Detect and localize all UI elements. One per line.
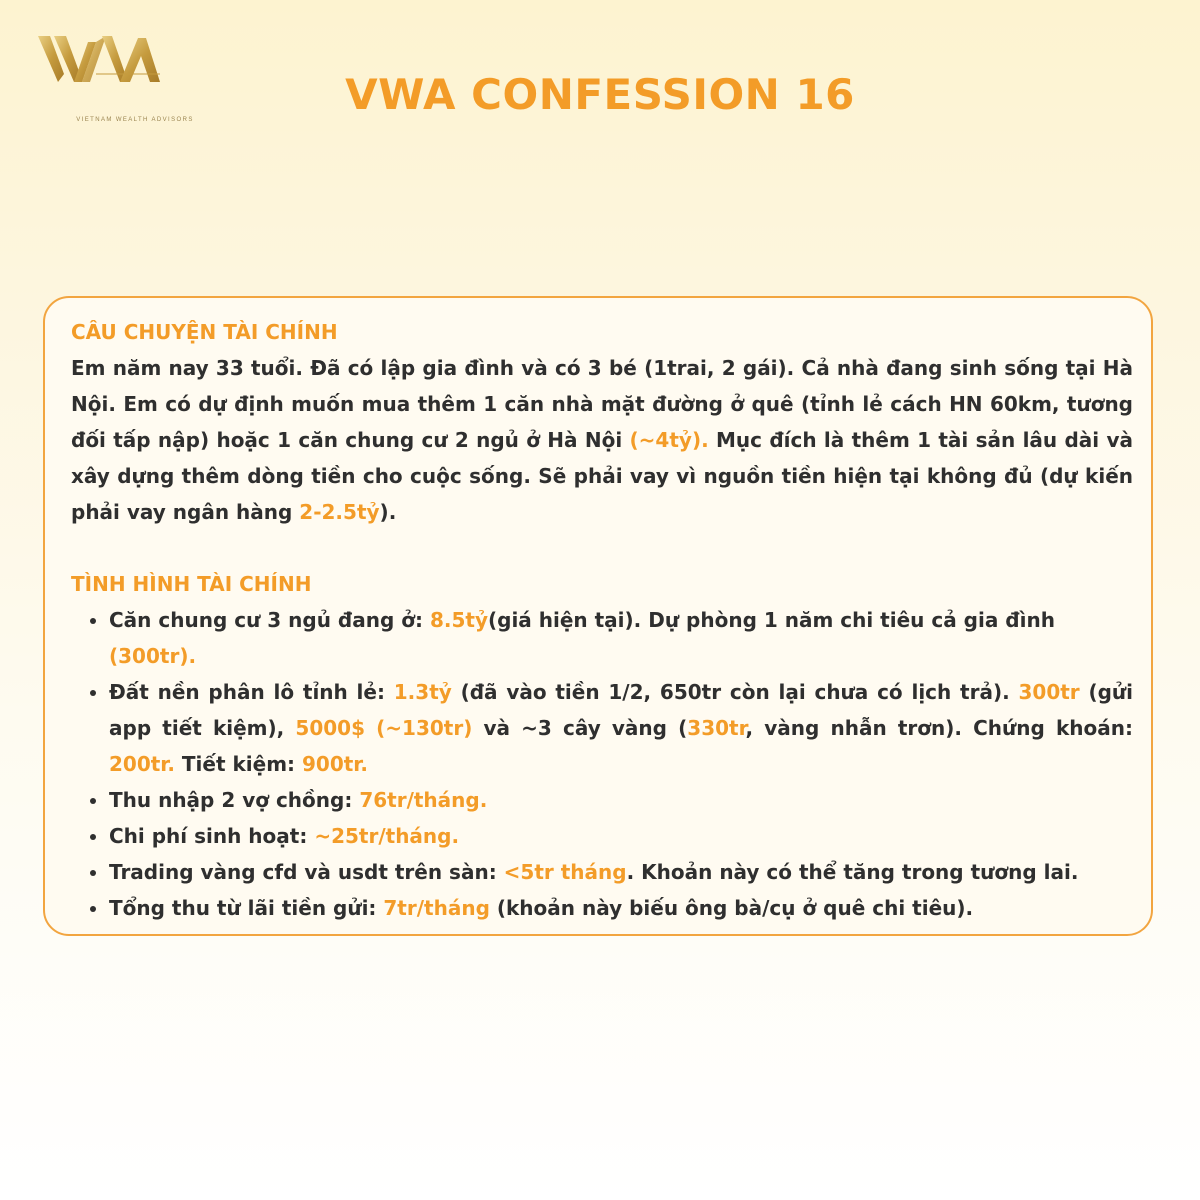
item-highlight: 1.3tỷ <box>393 680 452 704</box>
item-text: Đất nền phân lô tỉnh lẻ: <box>109 680 394 704</box>
list-item <box>109 818 1133 854</box>
list-item <box>109 782 1133 818</box>
item-text: Tiết kiệm: <box>174 752 302 776</box>
content-card <box>43 296 1153 936</box>
card-content <box>71 314 1133 926</box>
item-highlight: 330tr <box>687 716 746 740</box>
item-highlight: 7tr/tháng <box>383 896 490 920</box>
story-highlight-loan: 2-2.5tỷ <box>299 500 380 524</box>
section-spacer <box>71 530 1133 566</box>
story-highlight-price: (~4tỷ). <box>629 428 709 452</box>
story-text-3: ). <box>379 500 397 524</box>
finance-list <box>71 602 1133 926</box>
item-highlight: 200tr. <box>109 752 175 776</box>
item-text: Căn chung cư 3 ngủ đang ở: <box>109 608 430 632</box>
list-item <box>109 890 1133 926</box>
item-text: (giá hiện tại). Dự phòng 1 năm chi tiêu cả gia đình <box>487 608 1055 632</box>
item-highlight: 300tr <box>1018 680 1080 704</box>
finance-heading: TÌNH HÌNH TÀI CHÍNH <box>71 572 312 596</box>
item-text: Chi phí sinh hoạt: <box>109 824 315 848</box>
list-item <box>109 674 1133 782</box>
story-paragraph <box>71 350 1133 530</box>
item-text: (đã vào tiền 1/2, 650tr còn lại chưa có lịch trả). <box>451 680 1019 704</box>
page-title: VWA CONFESSION 16 <box>345 70 855 119</box>
item-highlight: 5000$ (~130tr) <box>295 716 473 740</box>
item-text: và ~3 cây vàng ( <box>472 716 688 740</box>
item-highlight: <5tr tháng <box>503 860 627 884</box>
item-text: Thu nhập 2 vợ chồng: <box>109 788 360 812</box>
item-highlight: 900tr. <box>302 752 368 776</box>
item-highlight: ~25tr/tháng. <box>314 824 460 848</box>
list-item <box>109 602 1133 674</box>
item-highlight: 76tr/tháng. <box>359 788 488 812</box>
item-text: (khoản này biếu ông bà/cụ ở quê chi tiêu). <box>489 896 974 920</box>
item-text: (gửi app tiết kiệm), <box>109 680 1134 740</box>
item-highlight: (300tr). <box>109 644 197 668</box>
item-text: , vàng nhẫn trơn). Chứng khoán: <box>745 716 1133 740</box>
item-highlight: 8.5tỷ <box>429 608 488 632</box>
story-text-2: Mục đích là thêm 1 tài sản lâu dài và xây dựng thêm dòng tiền cho cuộc sống. Sẽ phải vay vì nguồn tiền hiện tại không đủ (dự kiến phải vay ngân hàng <box>71 428 1134 524</box>
list-item <box>109 854 1133 890</box>
item-text: Trading vàng cfd và usdt trên sàn: <box>109 860 504 884</box>
story-heading: CÂU CHUYỆN TÀI CHÍNH <box>71 320 338 344</box>
logo-tagline: VIETNAM WEALTH ADVISORS <box>76 117 194 123</box>
item-text: . Khoản này có thể tăng trong tương lai. <box>626 860 1079 884</box>
story-text-1: Em năm nay 33 tuổi. Đã có lập gia đình và có 3 bé (1trai, 2 gái). Cả nhà đang sinh sống tại Hà Nội. Em có dự định muốn mua thêm 1 căn nhà mặt đường ở quê (tỉnh lẻ cách HN 60km, tương đối tấp nập) hoặc 1 căn chung cư 2 ngủ ở Hà Nội <box>71 356 1133 452</box>
item-text: Tổng thu từ lãi tiền gửi: <box>109 896 384 920</box>
